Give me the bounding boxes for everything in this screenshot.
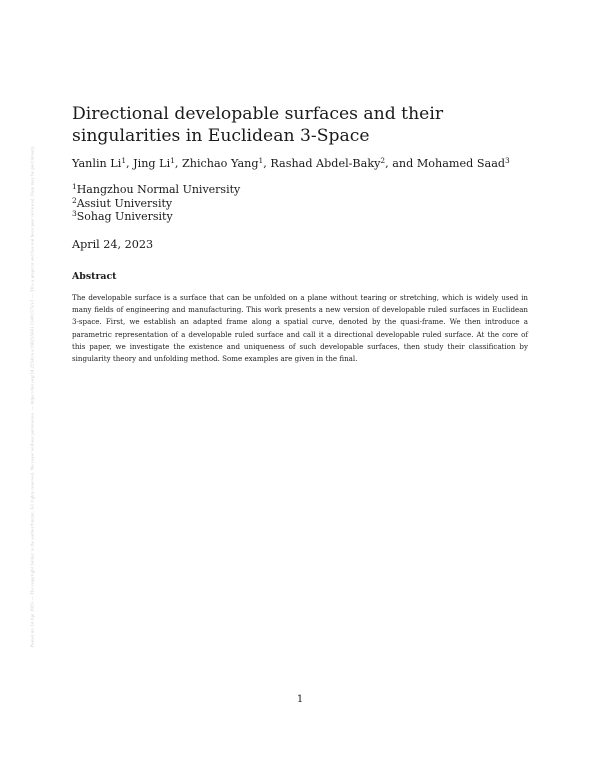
author-name: Zhichao Yang <box>181 157 259 170</box>
author-separator: , <box>126 157 134 170</box>
author-list <box>72 157 552 171</box>
author-name: Mohamed Saad <box>416 157 506 170</box>
preprint-notice: Posted on 24 Apr 2023 — The copyright holder is the author/funder. All rights reserved. No reuse without permission. — https://doi.org/10.22541/au.168235681.13491573/v1 — This a preprint and has not been peer reviewed. Data may be preliminary. <box>29 144 35 648</box>
affiliation-number: 1 <box>72 182 77 191</box>
author-affiliation-mark: 1 <box>258 156 264 165</box>
affiliation-item <box>72 183 372 197</box>
affiliation-item <box>72 197 372 211</box>
author-affiliation-mark: 1 <box>170 156 175 165</box>
abstract-heading: Abstract <box>72 271 117 282</box>
paper-title: Directional developable surfaces and their singularities in Euclidean 3-Space <box>72 104 444 146</box>
preprint-sidebar <box>26 106 38 686</box>
affiliation-number: 3 <box>72 209 77 219</box>
author-affiliation-mark: 1 <box>121 156 127 165</box>
affiliation-item <box>72 210 372 224</box>
author-affiliation-mark: 2 <box>380 156 386 165</box>
author-name: Jing Li <box>133 157 171 170</box>
author-name: Yanlin Li <box>72 157 122 170</box>
author-affiliation-mark: 3 <box>505 156 510 165</box>
affiliation-name: Hangzhou Normal University <box>76 183 241 196</box>
affiliation-name: Sohag University <box>76 210 173 224</box>
publication-date: April 24, 2023 <box>72 238 154 251</box>
affiliation-name: Assiut University <box>76 196 173 210</box>
author-separator: , and <box>385 157 417 170</box>
affiliation-number: 2 <box>72 195 77 205</box>
author-separator: , <box>174 157 182 170</box>
author-name: Rashad Abdel-Baky <box>270 157 381 170</box>
affiliation-list <box>72 183 372 224</box>
author-separator: , <box>263 157 271 170</box>
page-number: 1 <box>296 694 304 705</box>
abstract-text: The developable surface is a surface that can be unfolded on a plane without tearing or stretching, which is widely used in many fields of engineering and manufacturing. This work presents a new version of developable ruled surfaces in Euclidean 3-space. First, we establish an adapted frame along a spatial curve, denoted by the quasi-frame. We then introduce a parametric representation of a developable ruled surface and call it a directional developable ruled surface. At the core of this paper, we investigate the existence and uniqueness of such developable surfaces, then study their classification by singularity theory and unfolding method. Some examples are given in the final. <box>72 293 528 364</box>
